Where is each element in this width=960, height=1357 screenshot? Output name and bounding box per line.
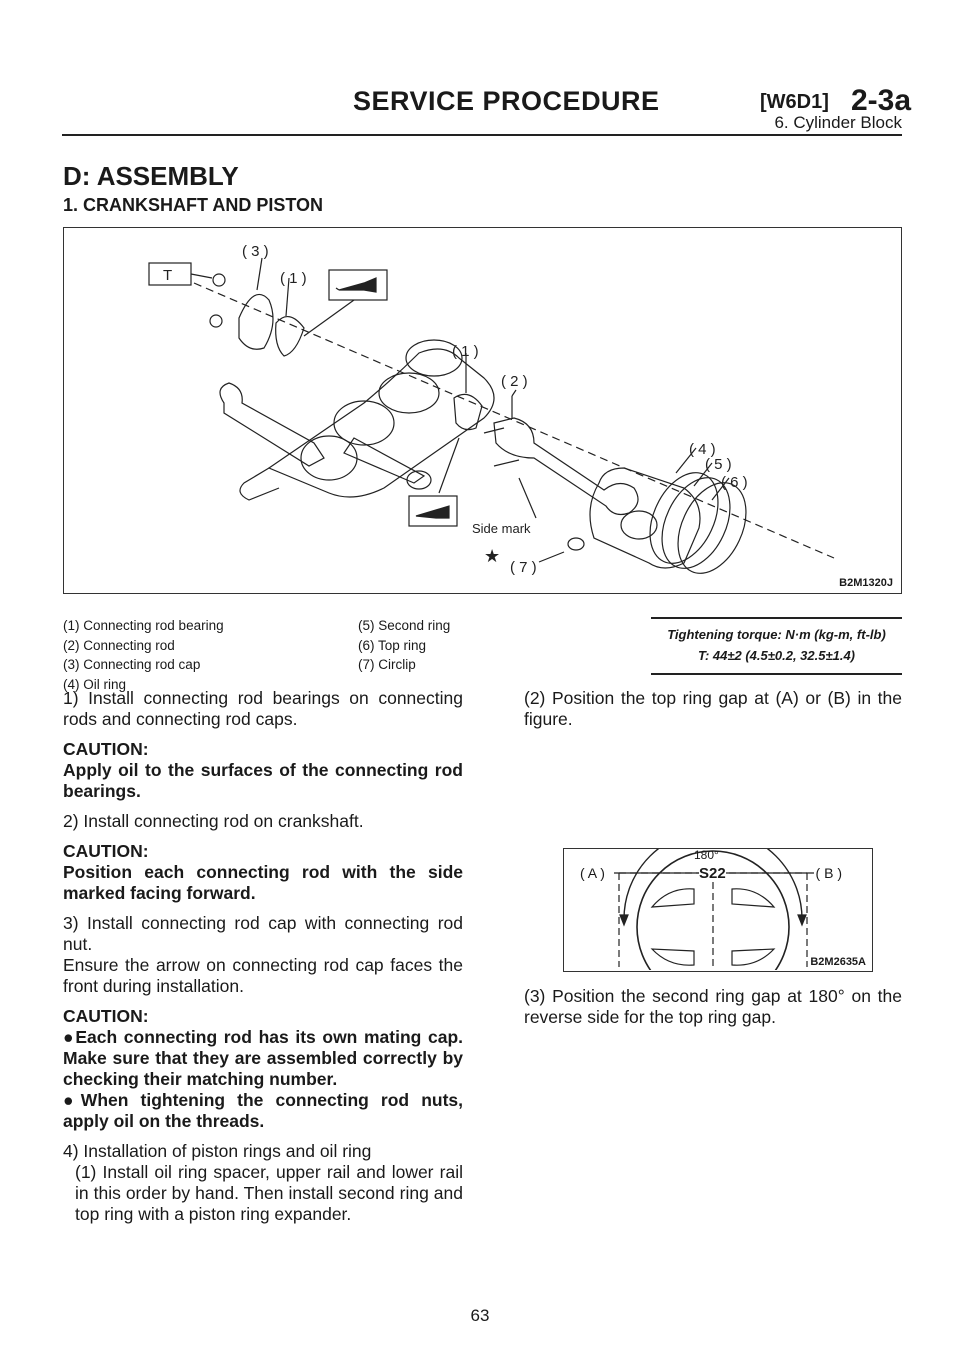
bearing-shape <box>276 317 304 356</box>
label-5: ( 5 ) <box>705 456 732 473</box>
figure-code: B2M1320J <box>839 577 893 589</box>
legend-item: (6) Top ring <box>358 637 427 653</box>
crankshaft-shape <box>269 349 494 497</box>
step-3-note: Ensure the arrow on connecting rod cap faces the front during installation. <box>63 955 463 996</box>
valve-relief <box>732 949 774 965</box>
legend-item: (3) Connecting rod cap <box>63 657 201 672</box>
star-icon: ★ <box>484 546 501 566</box>
nut-icon <box>210 315 222 327</box>
caution-text: When tightening the connecting rod nuts, apply oil on the threads. <box>63 1090 463 1131</box>
label-4: ( 4 ) <box>689 441 716 458</box>
caution-heading: CAUTION: <box>63 739 149 759</box>
step-1: 1) Install connecting rod bearings on connecting rods and connecting rod caps. <box>63 688 463 729</box>
step-4-2: (2) Position the top ring gap at (A) or (B) in the figure. <box>524 688 902 729</box>
valve-relief <box>732 889 774 907</box>
label-side-mark: Side mark <box>472 521 531 536</box>
torque-value: T: 44±2 (4.5±0.2, 32.5±1.4) <box>697 648 856 663</box>
page-header-section: 2-3a <box>851 84 912 117</box>
label-b: ( B ) <box>815 865 842 881</box>
caution-text: Apply oil to the surfaces of the connecting rod bearings. <box>63 760 463 801</box>
label-7: ( 7 ) <box>510 559 537 576</box>
caution-1 <box>63 739 463 802</box>
torque-spec-box <box>651 617 902 675</box>
bullet-icon: ● <box>63 1027 76 1047</box>
caution-2 <box>63 841 463 904</box>
caution-heading: CAUTION: <box>63 841 149 861</box>
step-2: 2) Install connecting rod on crankshaft. <box>63 811 364 831</box>
label-t: T <box>163 267 173 284</box>
caution-text: Position each connecting rod with the side marked facing forward. <box>63 862 463 903</box>
header-rule <box>62 134 902 136</box>
bullet-icon: ● <box>63 1090 81 1110</box>
label-3: ( 3 ) <box>242 243 269 260</box>
nut-icon <box>213 274 225 286</box>
label-2: ( 2 ) <box>501 373 528 390</box>
caution-3 <box>63 1006 463 1132</box>
label-6: ( 6 ) <box>721 474 748 491</box>
step-4-1: (1) Install oil ring spacer, upper rail and lower rail in this order by hand. Then install second ring and top ring with a piston ring expander. <box>75 1162 463 1224</box>
step-3 <box>63 913 463 997</box>
crankshaft-piston-figure <box>63 227 902 594</box>
label-1: ( 1 ) <box>280 270 307 287</box>
legend-item: (7) Circlip <box>358 657 416 672</box>
piston-mark: S22 <box>699 865 726 882</box>
page-header-code: [W6D1] <box>760 91 829 113</box>
figure-code: B2M2635A <box>810 956 866 968</box>
bearing-shape <box>454 394 482 429</box>
page-header-title: SERVICE PROCEDURE <box>353 86 660 116</box>
legend-item: (5) Second ring <box>358 618 451 633</box>
label-a: ( A ) <box>580 865 605 881</box>
step-4: 4) Installation of piston rings and oil ring <box>63 1141 372 1161</box>
rod-cap-shape <box>239 294 273 349</box>
caution-text: Each connecting rod has its own mating cap. Make sure that they are assembled correctly by checking their matching number. <box>63 1027 463 1089</box>
exploded-view-drawing <box>64 228 900 592</box>
page-header-subtitle: 6. Cylinder Block <box>774 113 902 132</box>
torque-title: Tightening torque: N·m (kg-m, ft-lb) <box>667 627 886 642</box>
section-heading: D: ASSEMBLY <box>63 161 239 191</box>
legend-item: (2) Connecting rod <box>63 637 175 653</box>
valve-relief <box>652 949 694 965</box>
caution-heading: CAUTION: <box>63 1006 149 1026</box>
angle-label: 180° <box>694 848 719 862</box>
subsection-heading: 1. CRANKSHAFT AND PISTON <box>63 195 324 215</box>
legend-left <box>63 616 224 694</box>
connecting-rod-shape <box>494 418 638 514</box>
step-4-3: (3) Position the second ring gap at 180° on the reverse side for the top ring gap. <box>524 986 902 1027</box>
legend-item: (4) Oil ring <box>63 676 127 692</box>
left-column <box>63 688 463 1234</box>
legend-right <box>358 616 450 675</box>
label-1: ( 1 ) <box>452 343 479 360</box>
legend-item: (1) Connecting rod bearing <box>63 618 224 633</box>
ring-gap-figure <box>563 848 873 972</box>
circlip-shape <box>568 538 584 550</box>
valve-relief <box>652 889 694 907</box>
step-3-text: 3) Install connecting rod cap with connecting rod nut. <box>63 913 463 954</box>
page-number: 63 <box>470 1306 490 1325</box>
